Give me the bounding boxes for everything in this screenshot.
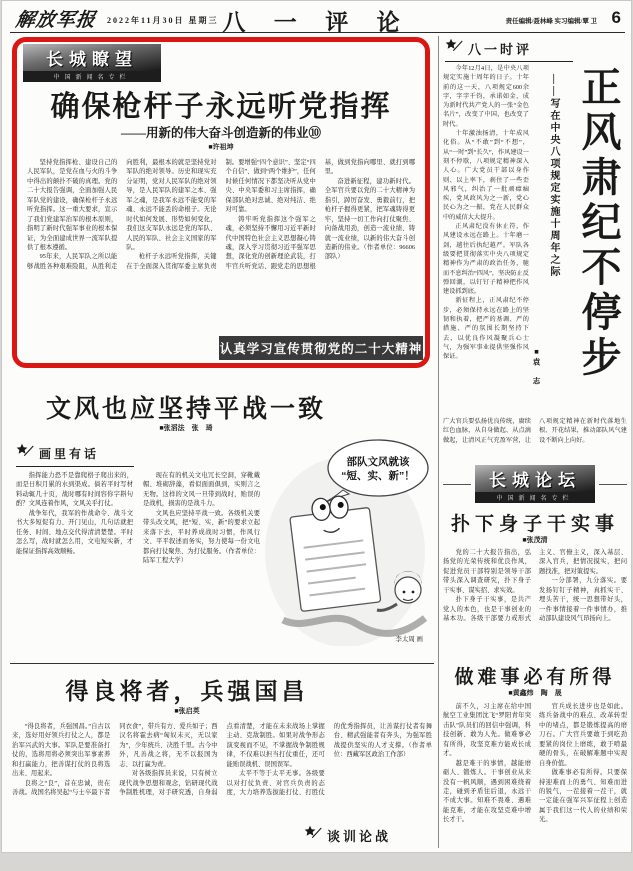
luntan-logo-subtitle: 中国新闻名专栏: [475, 492, 595, 503]
changcheng-luntan-logo-row: [443, 465, 627, 503]
deliangjiang-author: ■张启英: [174, 707, 200, 715]
shiping-author: ■袁 志: [532, 346, 541, 386]
lead-subtitle: ——用新的伟大奋斗创造新的伟业⑩: [120, 126, 321, 140]
zuonanshi-body: 前不久，习主席在给中国航空工业集团沈飞“罗阳青年突击队”队员们的回信中强调，科技创新、敢为人先。做难事必有所得，攻坚克难方能成长成才。 越是难干的事情，越能磨砺人、锻炼人。干事创业从来没有一帆风顺，遇到困难绕着走，碰到矛盾往后退，永远干不成大事。知难不畏难、遇难能克难，才能在攻坚克难中增长才干。 官兵成长进步也是如此。练兵备战中的难点、改革转型中的堵点，都是锻炼提高的磨刀石。广大官兵要敢于到吃劲要紧的岗位上磨练，敢于啃最硬的骨头，在破解难题中实现自身价值。 做难事必有所得。只要保持迎难而上的勇气、知难而进的锐气，一茬接着一茬干，就一定能在强军兴军征程上创造属于我们这一代人的业绩和荣光。: [443, 703, 627, 824]
shiping-subtitle: ——写在中央八项规定实施十周年之际: [548, 74, 559, 278]
wenfeng-authors: ■张滔法 张 琦: [159, 424, 213, 432]
zuonanshi-headline: 做难事必有所得: [454, 667, 616, 688]
column-divider: [438, 36, 439, 848]
bubble-text-line1: 部队文风就该: [346, 456, 410, 468]
shiping-body: 今年12月4日，是中央八项规定实施十周年的日子。十年前的这一天，八项规定600余字，字字千钧，承诺如金，成为新时代共产党人的一张“金色名片”，改变了中国，也改变了时代。 十年激浊扬清，十年成风化俗。从“不敢”到“不想”，从“一时”到“长久”，作风建设一刻不停歇，八项规定精神深入人心。广大党员干部以身作则、以上率下，刹住了一些歪风邪气，纠治了一批顽瘴痼疾，党风政风为之一新，党心民心为之一振，党在人民群众中的威信大大提升。 正风肃纪没有休止符，作风建设永远在路上。十年磨一剑，越往后执纪越严。军队各级要把贯彻落实中央八项规定精神作为严肃的政治任务，驰而不息纠治“四风”，坚决防止反弹回潮，以钉钉子精神把作风建设抓到底。 新征程上，正风肃纪不停步，必须保持永远在路上的坚韧和执着，把严的基调、严的措施、严的氛围长期坚持下去，以优良作风凝聚兵心士气，为强军事业提供坚强作风保证。: [443, 65, 529, 361]
tanxun-lunzhan-header: [304, 825, 432, 848]
editorial-cartoon: [265, 432, 432, 646]
newspaper-masthead: 解放军报: [14, 9, 98, 31]
shiping-headline: 正风肃纪不停步: [576, 66, 620, 381]
section-rule: [10, 663, 434, 664]
liaowang-logo-subtitle: 中国新闻名专栏: [23, 71, 161, 82]
star-icon: [304, 825, 322, 845]
rule-left: [443, 484, 471, 485]
zuonanshi-authors: ■黄鑫炜 陶 晟: [508, 689, 562, 697]
page-number: 6: [611, 8, 621, 27]
speech-bubble: [328, 440, 428, 496]
bayi-shiping-header: [445, 38, 573, 62]
liaowang-logo-title: 长城瞭望: [23, 44, 161, 71]
changcheng-liaowang-logo: [23, 44, 161, 82]
lead-body: 坚持党指挥枪、建设自己的人民军队，是党在血与火的斗争中得出的颠扑不破的真理。党的二十大报告强调，全面加强人民军队党的建设，确保枪杆子永远听党指挥。这一重大要求，宣示了我们党建军治军的根本原则，指明了新时代强军事业的根本保证，为全面建成世界一流军队提供了根本遵循。 95年来，人民军队之所以能够战胜各种艰难险阻，从胜利走向胜利，最根本的就是坚持党对军队的绝对领导。历史和现实充分证明，党对人民军队的绝对领导，是人民军队的建军之本、强军之魂，是我军永远不能变的军魂、永远不能丢的命根子。无论时代如何发展、形势如何变化，我们这支军队永远是党的军队、人民的军队、社会主义国家的军队。 枪杆子永远听党指挥，关键在于全面深入贯彻军委主席负责制。要增强“四个意识”、坚定“四个自信”、做到“两个维护”，任何时候任何情况下都坚决听从党中央、中央军委和习主席指挥，确保部队绝对忠诚、绝对纯洁、绝对可靠。 铸牢听党指挥这个强军之魂，必须坚持不懈用习近平新时代中国特色社会主义思想凝心铸魂，深入学习贯彻习近平强军思想，深化党的创新理论武装，打牢官兵听党话、跟党走的思想根基，做到党指向哪里、就打到哪里。 奋进新征程，建功新时代。全军官兵要以党的二十大精神为指引，踔厉奋发、勇毅前行，把枪杆子握得更紧，把军魂铸得更牢，坚持一切工作向打仗聚焦、向备战用劲，创造一流业绩、铸就一流业绩，以新的伟大奋斗创造新的伟业。（作者单位：96606部队）: [27, 159, 415, 270]
shiping-body-continued: 广大官兵要弘扬优良传统，赓续红色血脉，从自身做起、从点滴做起，让清风正气充盈军营，让八项规定精神在新时代落地生根、开花结果，推动部队风气建设不断向上向好。: [443, 418, 627, 444]
luntan-author: ■张茂清: [522, 536, 548, 544]
section-title: 八 一 评 论: [222, 9, 411, 35]
wenfeng-headline: 文风也应坚持平战一致: [45, 395, 326, 423]
bubble-text-line2: “短、实、新”！: [341, 470, 415, 482]
shiping-article: [443, 64, 627, 412]
bayi-shiping-label: 八一时评: [468, 41, 533, 57]
lead-author: ■许祖坤: [208, 143, 234, 151]
header-date: 2022年11月30日 星期三: [107, 16, 219, 25]
huali-youhua-label: 画里有话: [39, 446, 100, 461]
wenfeng-body: 指挥能力恐不是靠爬格子爬出来的，而是日积月累的水到渠成。倘若平时写材料动辄几十页，战时哪有时间容你字斟句酌？文风连着作风，文风关乎打仗。 战争年代，我军的作战命令、战斗文书大多短促有力、开门见山，几句话就把任务、时间、地点交代得清清楚楚。平时怎么写，战时就怎么用，文电短实新，才能保证指挥高效顺畅。 现在有的机关文电冗长空洞，穿靴戴帽、堆砌辞藻，看似面面俱到，实则言之无物。这样的文风一旦带到战时，贻误的是战机，损害的是战斗力。 文风也应坚持平战一致。各级机关要带头改文风，把“短、实、新”的要求立起来落下去，平时养成战时习惯，作风行文、平平叙述而务实，努力使每一份文电都向打仗聚焦、为打仗服务。（作者单位：陆军工程大学）: [16, 472, 260, 564]
page-sheet: [1, 0, 632, 853]
luntan-body: 党的二十大报告指出，弘扬党的光荣传统和优良作风，促进党员干部特别是领导干部带头深入调查研究，扑下身子干实事、谋实招、求实效。 扑下身子干实事，是共产党人的本色，也是干事创业的基本功。各级干部要力戒形式主义、官僚主义，深入基层、深入官兵，把情况摸实，把问题找准，把对策提实。 一分部署，九分落实。要发扬钉钉子精神，真抓实干、埋头苦干，统一思想带好头，一件事情接着一件事情办，推动部队建设风气昂扬向上。: [443, 549, 627, 623]
luntan-headline: 扑下身子干实事: [450, 514, 619, 535]
star-icon: [445, 38, 463, 58]
changcheng-luntan-logo: [475, 465, 595, 503]
tanxun-lunzhan-label: 谈训论战: [327, 828, 392, 844]
cartoon-signature: 李太周 画: [395, 636, 423, 643]
star-icon: [16, 443, 34, 463]
rule-right: [599, 484, 627, 485]
header-editors: 责任编辑/聂林峰 实习编辑/覃 卫: [505, 18, 597, 25]
changcheng-liaowang-box: [12, 37, 430, 368]
party-congress-banner: 认真学习宣传贯彻党的二十大精神: [219, 336, 423, 360]
luntan-logo-title: 长城论坛: [475, 465, 595, 492]
lead-headline: 确保枪杆子永远听党指挥: [50, 91, 392, 123]
deliangjiang-body: “得良将者，兵强国昌。”自古以来，选好用好领兵打仗之人，都是治军兴武的大事。军队是要准备打仗的，选将用将必须突出军事素养和打赢能力，把善谋打仗的良将选出来、用起来。 良将之“良”，首在忠诚，贵在善战。战国名将吴起“与士卒最下者同衣食”，带兵有方、爱兵如子；西汉名将霍去病“匈奴未灭，无以家为”，少年统兵、决胜千里。古今中外，凡善战之将，无不以报国为志、以打赢为责。 对各级指挥员来说，只有树立现代战争思想和观念，钻研现代战争制胜机理，对手研究透，自身弱点看清楚，才能在未来战场上掌握主动、克敌制胜。如果对战争形态演变视而不见，不掌握战争制胜规律，不仅难以担当打仗重任，还可能贻误战机、误国误军。 太平不等于太平无事。各级要以对打仗负责、对官兵负责的态度，大力培养选拔能打仗、打胜仗的优秀指挥员，让善谋打仗者有舞台、精武强能者有奔头，为强军胜战提供坚实的人才支撑。（作者单位：西藏军区政治工作部）: [12, 723, 432, 797]
header-rule: [10, 32, 625, 33]
huali-youhua-header: [16, 443, 134, 467]
deliangjiang-headline: 得良将者，兵强国昌: [65, 678, 309, 704]
